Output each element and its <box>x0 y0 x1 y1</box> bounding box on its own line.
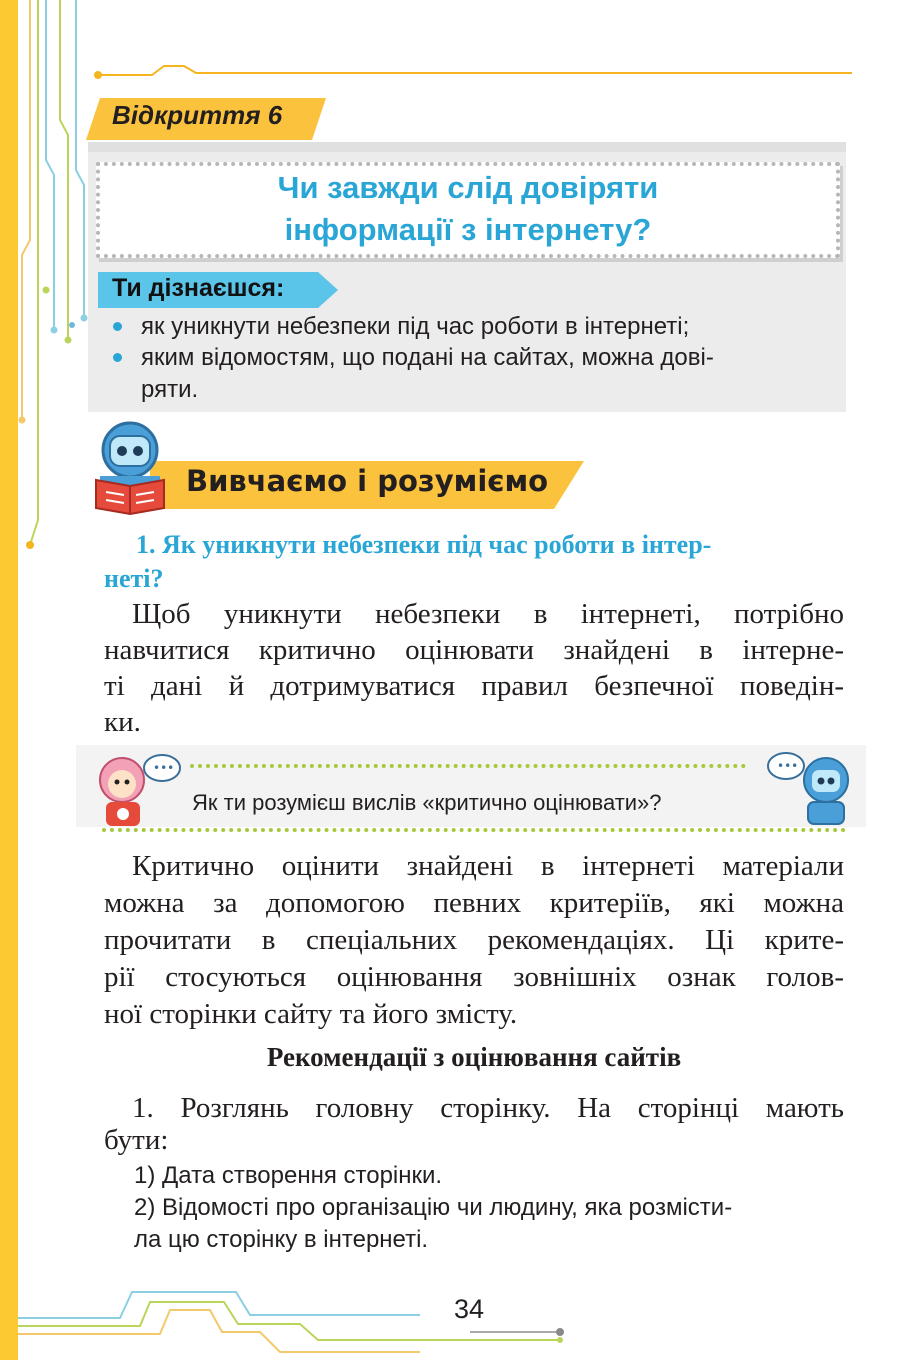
svg-text:•••: ••• <box>153 761 175 775</box>
robot-reading-icon <box>90 420 170 515</box>
page-number: 34 <box>453 1294 485 1324</box>
robot-speech-icon <box>764 748 860 828</box>
learn-item-1: як уникнути небезпеки під час роботи в інтернеті; <box>141 313 690 340</box>
rec1-line-1: 1. Розглянь головну сторінку. На сторінці мають <box>132 1092 844 1124</box>
para1-line-4: ки. <box>104 706 141 738</box>
question-title-line-2: інформації з інтернету? <box>284 212 652 247</box>
question-title-line-1: Чи завжди слід довіряти <box>277 170 659 205</box>
discussion-question: Як ти розумієш вислів «критично оцінювати»? <box>192 790 662 815</box>
learn-item-2: яким відомостям, що подані на сайтах, можна дові- <box>141 344 714 371</box>
bullet-icon <box>113 353 122 362</box>
para2-line-1: Критично оцінити знайдені в інтернеті матеріали <box>132 850 844 882</box>
para2-line-5: ної сторінки сайту та його змісту. <box>104 998 518 1030</box>
learn-label: Ти дізнаєшся: <box>112 274 285 302</box>
svg-text:•••: ••• <box>777 759 799 773</box>
discovery-label: Відкриття 6 <box>112 100 283 130</box>
rec-item-1: 1) Дата створення сторінки. <box>134 1162 443 1189</box>
para1-line-2: навчитися критично оцінювати знайдені в інтерне- <box>104 634 844 666</box>
para2-line-2: можна за допомогою певних критеріїв, які можна <box>104 887 844 919</box>
girl-speech-icon <box>82 748 182 828</box>
learn-item-2-cont: ряти. <box>141 376 199 403</box>
rec-item-2: 2) Відомості про організацію чи людину, яка розмісти- <box>134 1194 733 1221</box>
subsection-title-line-1: 1. Як уникнути небезпеки під час роботи в інтер- <box>136 530 712 559</box>
bullet-icon <box>113 322 122 331</box>
rec-item-2-cont: ла цю сторінку в інтернеті. <box>134 1226 429 1253</box>
section-header: Вивчаємо і розуміємо <box>186 464 549 498</box>
para2-line-3: прочитати в спеціальних рекомендаціях. Ці крите- <box>104 924 844 956</box>
dotted-divider-bottom <box>102 828 846 832</box>
dotted-divider-top <box>190 764 746 768</box>
para1-line-3: ті дані й дотримуватися правил безпечної поведін- <box>104 670 844 702</box>
para2-line-4: рії стосуються оцінювання зовнішніх ознак голов- <box>104 961 844 993</box>
rec1-line-2: бути: <box>104 1124 169 1156</box>
subsection-title-line-2: неті? <box>104 564 164 593</box>
recommendations-title: Рекомендації з оцінювання сайтів <box>266 1042 682 1072</box>
para1-line-1: Щоб уникнути небезпеки в інтернеті, потрібно <box>132 598 844 630</box>
